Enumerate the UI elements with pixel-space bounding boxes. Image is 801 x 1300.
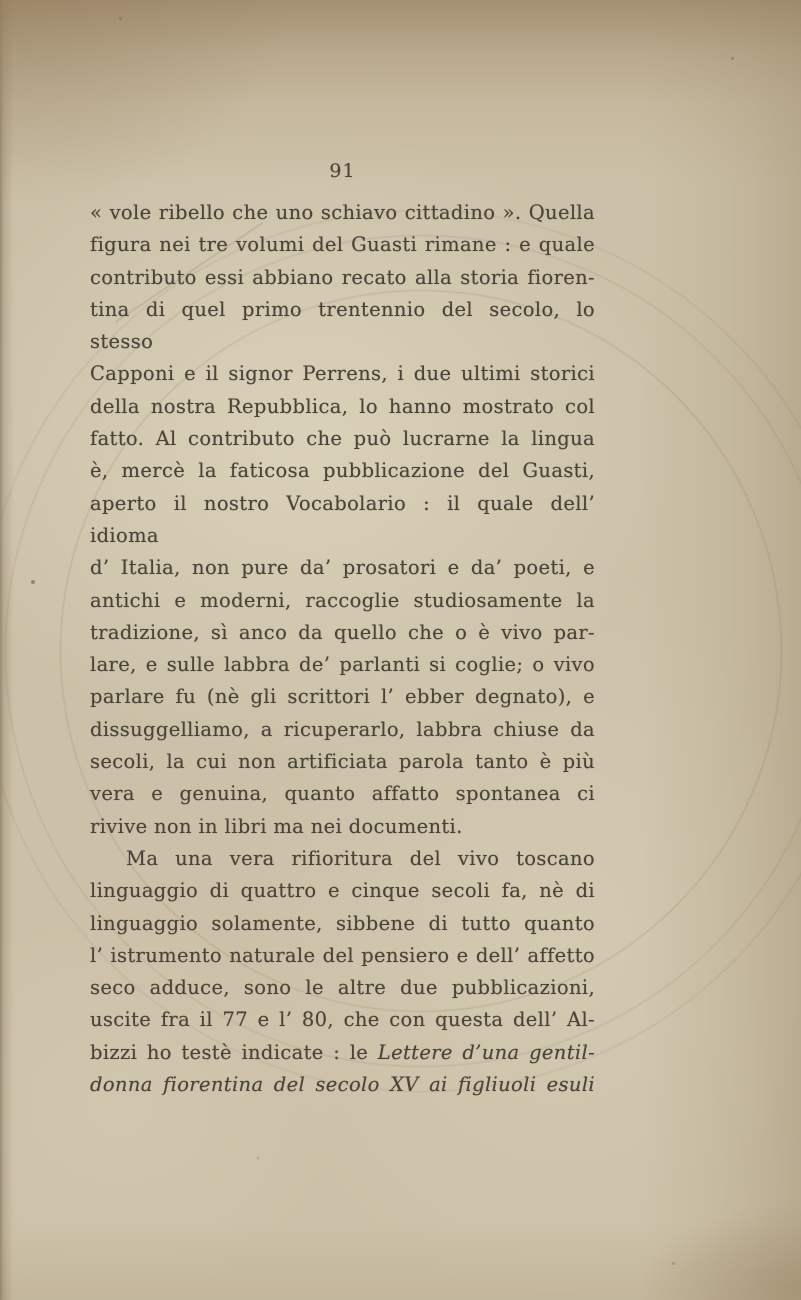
text-line <box>90 908 595 940</box>
text-segment: rivive non in libri ma nei documenti. <box>90 814 463 838</box>
text-line <box>90 294 595 359</box>
text-segment: lare, e sulle labbra de’ parlanti si coglie; o vivo <box>90 653 595 677</box>
text-line <box>90 358 595 390</box>
text-line <box>90 229 595 261</box>
text-segment: seco adduce, sono le altre due pubblicazioni, <box>90 976 595 1000</box>
text-segment: secoli, la cui non artificiata parola tanto è più <box>90 750 595 774</box>
paper-speck <box>257 1157 259 1159</box>
text-segment: bizzi ho testè indicate : le <box>90 1040 378 1064</box>
text-segment: tradizione, sì anco da quello che o è vivo par- <box>90 620 595 644</box>
text-segment: d’ Italia, non pure da’ prosatori e da’ poeti, e <box>90 556 595 580</box>
text-line <box>90 552 595 584</box>
text-line <box>90 423 595 455</box>
text-line <box>90 488 595 553</box>
text-segment: vera e genuina, quanto affatto spontanea ci <box>90 782 595 806</box>
text-segment: tina di quel primo trentennio del secolo, lo stesso <box>90 297 595 354</box>
text-line <box>90 875 595 907</box>
text-segment-italic: donna fiorentina del secolo XV ai figliuoli esuli <box>90 1073 595 1097</box>
text-line <box>90 843 595 875</box>
text-line <box>90 811 595 843</box>
text-line <box>90 455 595 487</box>
text-line <box>90 1037 595 1069</box>
text-line <box>90 746 595 778</box>
text-line <box>90 972 595 1004</box>
text-segment: aperto il nostro Vocabolario : il quale dell’ idioma <box>90 491 595 547</box>
text-line <box>90 1069 595 1101</box>
text-line <box>90 1004 595 1036</box>
text-segment: è, mercè la faticosa pubblicazione del Guasti, <box>90 459 595 483</box>
text-segment: linguaggio solamente, sibbene di tutto quanto <box>90 911 595 935</box>
text-line <box>90 778 595 810</box>
text-segment: fatto. Al contributo che può lucrarne la lingua <box>90 427 595 451</box>
text-line <box>90 681 595 713</box>
page-text <box>90 197 595 1101</box>
text-segment: uscite fra il 77 e l’ 80, che con questa dell’ Al- <box>90 1008 595 1032</box>
text-segment: parlare fu (nè gli scrittori l’ ebber degnato), e <box>90 685 595 709</box>
text-line <box>90 940 595 972</box>
text-line <box>90 617 595 649</box>
text-line <box>90 585 595 617</box>
text-segment: contributo essi abbiano recato alla storia fioren- <box>90 265 595 289</box>
text-segment: dissuggelliamo, a ricuperarlo, labbra chiuse da <box>90 717 595 741</box>
text-segment: antichi e moderni, raccoglie studiosamente la <box>90 588 595 612</box>
paper-speck <box>672 1262 675 1265</box>
text-segment: Capponi e il signor Perrens, i due ultimi storici <box>90 362 595 386</box>
text-line <box>90 714 595 746</box>
text-segment: linguaggio di quattro e cinque secoli fa, nè di <box>90 879 595 903</box>
text-segment: Ma una vera rifioritura del vivo toscano <box>126 846 595 870</box>
text-line <box>90 262 595 294</box>
text-segment: figura nei tre volumi del Guasti rimane : e quale <box>90 233 595 257</box>
text-line <box>90 391 595 423</box>
text-line <box>90 649 595 681</box>
paper-speck <box>31 580 35 584</box>
text-line <box>90 197 595 229</box>
paper-speck <box>731 57 734 60</box>
text-segment: della nostra Repubblica, lo hanno mostrato col <box>90 394 595 418</box>
paper-speck <box>119 17 122 20</box>
page-number: 91 <box>329 160 356 182</box>
text-segment-italic: Lettere d’una gentil- <box>377 1040 596 1064</box>
text-segment: « vole ribello che uno schiavo cittadino ». Quella <box>90 201 595 224</box>
text-segment: l’ istrumento naturale del pensiero e dell’ affetto <box>90 943 595 967</box>
